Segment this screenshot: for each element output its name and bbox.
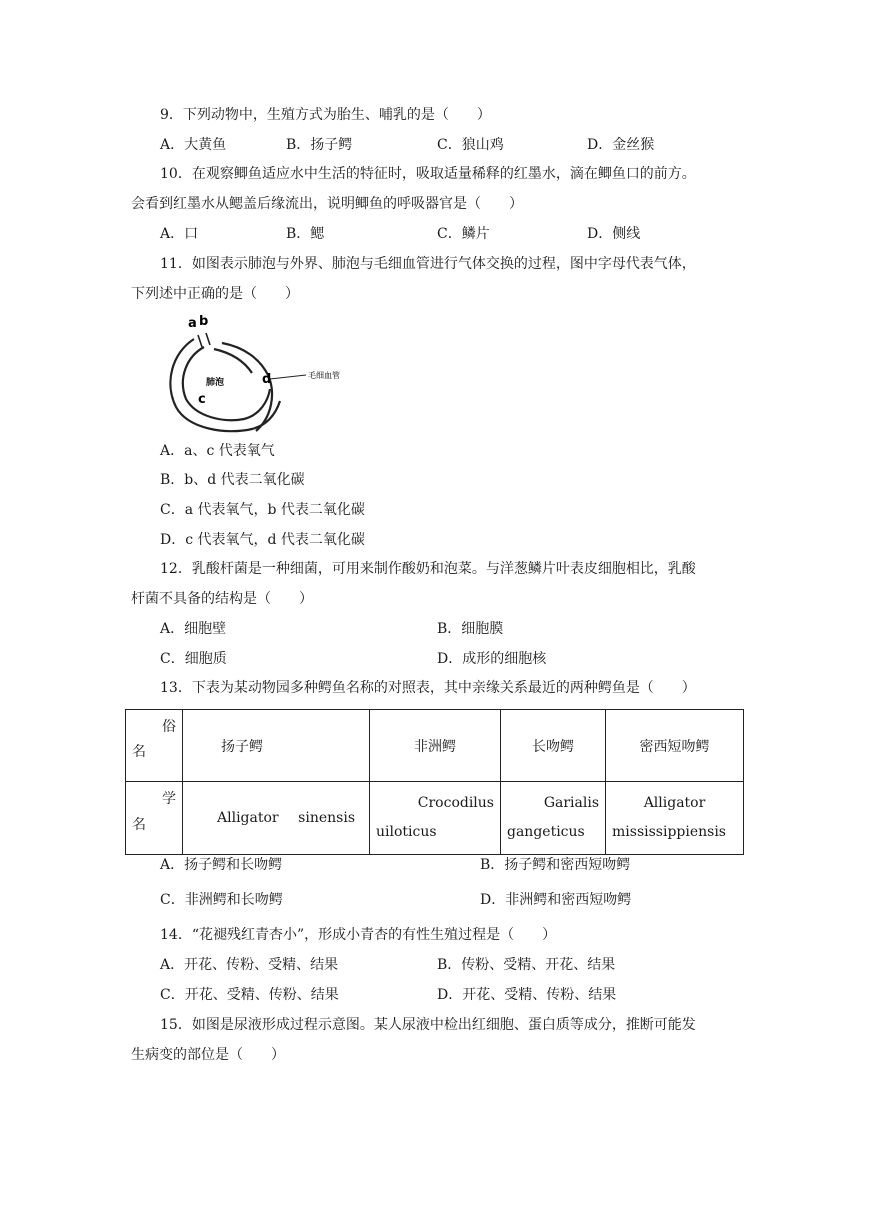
q11-stem-line1: 11．如图表示肺泡与外界、肺泡与毛细血管进行气体交换的过程，图中字母代表气体，	[160, 256, 696, 272]
q11-option-a: A．a、c 代表氧气	[160, 443, 275, 459]
header-common-bottom: 名	[132, 744, 146, 760]
table-row-common-name	[126, 710, 744, 782]
header-sci-bottom: 名	[132, 817, 146, 833]
q15-stem-line2: 生病变的部位是（ ）	[131, 1047, 285, 1063]
q15-stem-line1: 15．如图是尿液形成过程示意图。某人尿液中检出红细胞、蛋白质等成分，推断可能发	[160, 1017, 696, 1033]
q9-option-a: A．大黄鱼	[160, 137, 227, 153]
scientific-name-cell	[183, 782, 370, 855]
common-name-cell: 长吻鳄	[501, 710, 606, 782]
common-name-cell: 非洲鳄	[370, 710, 501, 782]
q9-option-c: C．狼山鸡	[437, 137, 504, 153]
q14-stem: 14．“花褪残红青杏小”，形成小青杏的有性生殖过程是（ ）	[160, 927, 557, 943]
q12-stem-line2: 杆菌不具备的结构是（ ）	[131, 591, 313, 607]
q14-option-c: C．开花、受精、传粉、结果	[160, 987, 339, 1003]
scientific-name-cell: Garialis gangeticus	[501, 782, 606, 855]
header-sci-top: 学	[162, 791, 176, 807]
q11-option-c: C．a 代表氧气，b 代表二氧化碳	[160, 502, 365, 518]
scientific-name-cell: Crocodilus uiloticus	[370, 782, 501, 855]
q10-option-b: B．鳃	[286, 226, 325, 242]
header-common-name	[126, 710, 183, 782]
common-name-cell: 扬子鳄	[183, 710, 370, 782]
q12-option-b: B．细胞膜	[437, 621, 504, 637]
q12-option-c: C．细胞质	[160, 651, 227, 667]
label-a: a	[188, 316, 197, 331]
label-capillary: 毛细血管	[308, 371, 340, 380]
q10-option-d: D．侧线	[587, 226, 641, 242]
q14-option-a: A．开花、传粉、受精、结果	[160, 957, 339, 973]
q13-option-b: B．扬子鳄和密西短吻鳄	[480, 857, 631, 873]
sci-name-part: sinensis	[298, 810, 355, 826]
q10-stem-line1: 10．在观察鲫鱼适应水中生活的特征时，吸取适量稀释的红墨水，滴在鲫鱼口的前方。	[160, 166, 696, 182]
alveolus-wall-inner	[183, 347, 270, 420]
label-alveolus: 肺泡	[206, 378, 225, 388]
header-scientific-name	[126, 782, 183, 855]
crocodile-name-table	[125, 709, 744, 855]
q10-stem-line2: 会看到红墨水从鳃盖后缘流出，说明鲫鱼的呼吸器官是（ ）	[131, 196, 523, 212]
q12-option-a: A．细胞壁	[160, 621, 227, 637]
q11-option-d: D．c 代表氧气，d 代表二氧化碳	[160, 532, 365, 548]
q11-option-b: B．b、d 代表二氧化碳	[160, 472, 305, 488]
scientific-name-cell: Alligator mississippiensis	[606, 782, 744, 855]
q14-option-d: D．开花、受精、传粉、结果	[437, 987, 617, 1003]
common-name-cell: 密西短吻鳄	[606, 710, 744, 782]
arrow-a-line	[198, 335, 202, 347]
q10-option-c: C．鳞片	[437, 226, 490, 242]
q11-stem-line2: 下列述中正确的是（ ）	[131, 286, 299, 302]
q9-option-b: B．扬子鳄	[286, 137, 353, 153]
q13-stem: 13．下表为某动物园多种鳄鱼名称的对照表，其中亲缘关系最近的两种鳄鱼是（ ）	[160, 680, 696, 696]
q10-option-a: A．口	[160, 226, 199, 242]
q12-option-d: D．成形的细胞核	[437, 651, 547, 667]
capillary-pointer	[270, 375, 306, 379]
q9-option-d: D．金丝猴	[587, 137, 655, 153]
header-common-top: 俗	[162, 719, 176, 735]
alveolus-diagram	[160, 313, 360, 438]
label-c: c	[198, 392, 206, 407]
label-d: d	[262, 372, 272, 387]
q13-option-d: D．非洲鳄和密西短吻鳄	[480, 892, 632, 908]
alveolus-diagram-svg	[160, 313, 360, 438]
q13-option-a: A．扬子鳄和长吻鳄	[160, 857, 283, 873]
q12-stem-line1: 12．乳酸杆菌是一种细菌，可用来制作酸奶和泡菜。与洋葱鳞片叶表皮细胞相比，乳酸	[160, 561, 696, 577]
arrow-b-line	[206, 333, 210, 345]
q13-option-c: C．非洲鳄和长吻鳄	[160, 892, 283, 908]
table-row-scientific-name	[126, 782, 744, 855]
q14-option-b: B．传粉、受精、开花、结果	[437, 957, 616, 973]
q9-stem: 9．下列动物中，生殖方式为胎生、哺乳的是（ ）	[160, 107, 491, 123]
label-b: b	[199, 314, 209, 329]
sci-name-part: Alligator	[217, 810, 279, 826]
